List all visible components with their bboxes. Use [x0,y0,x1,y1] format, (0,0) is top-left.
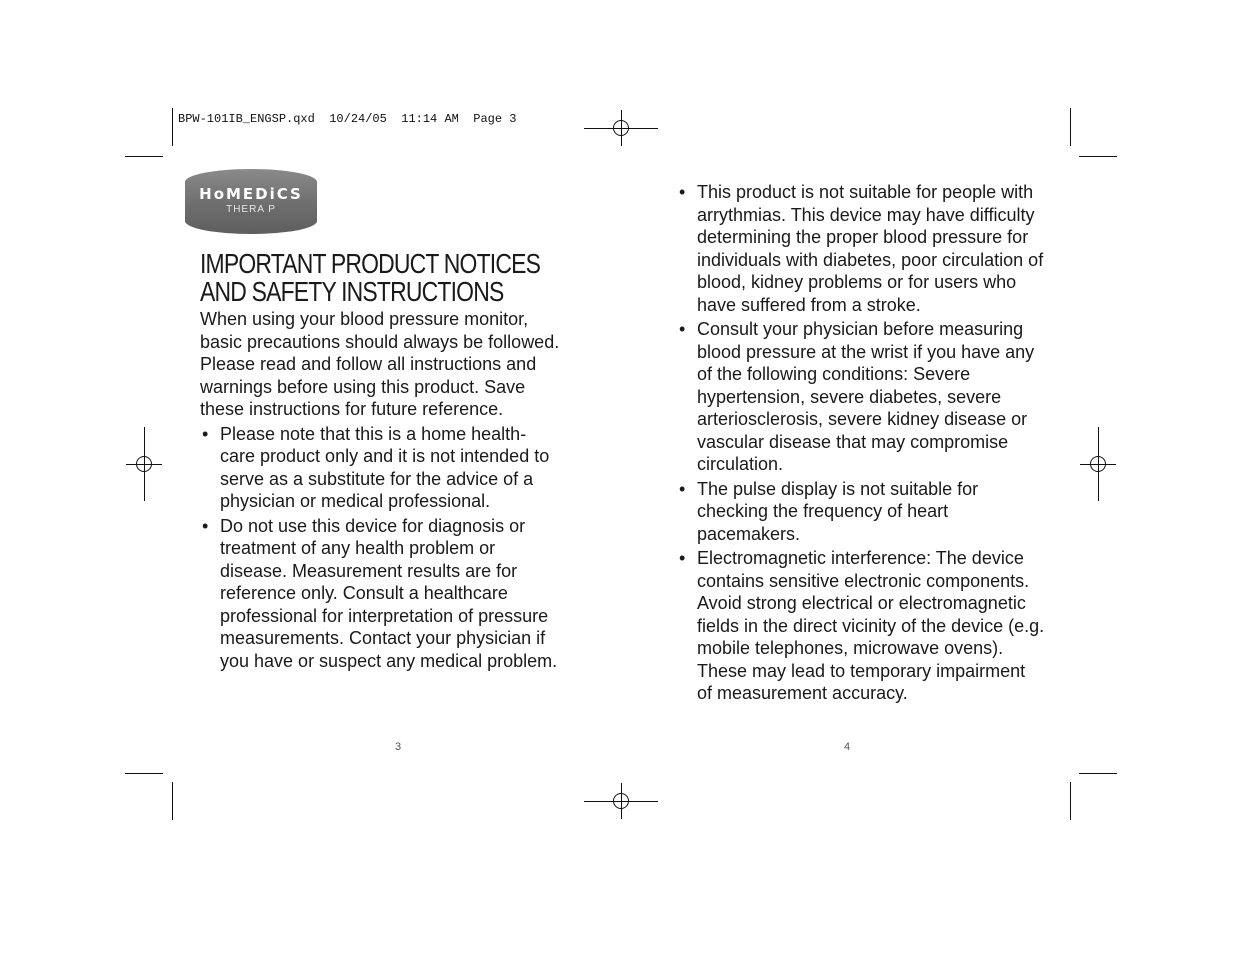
page-title: IMPORTANT PRODUCT NOTICES AND SAFETY INSTRUCTIONS [200,248,541,307]
left-bullet-list [200,423,560,673]
page-number-right: 4 [844,741,851,753]
slug-line: BPW-101IB_ENGSP.qxd 10/24/05 11:14 AM Page 3 [178,112,517,126]
list-item: • The pulse display is not suitable for checking the frequency of heart pacemakers. [677,478,1045,546]
list-item: • Do not use this device for diagnosis or treatment of any health problem or disease. Measurement results are for reference only. Consult a healthcare professional for interpretation of pressure measurements. Contact your physician if you have or suspect any medical problem. [200,515,560,673]
page-number-left: 3 [395,741,402,753]
right-bullet-list [677,181,1045,705]
homedics-logo [185,169,317,234]
intro-paragraph: When using your blood pressure monitor, basic precautions should always be followed. Please read and follow all instructions and warnings before using this product. Save these instructions for future reference. [200,309,560,419]
right-page-column [677,179,1045,705]
logo-subbrand: THERA P [226,204,276,215]
list-item: • Consult your physician before measuring blood pressure at the wrist if you have any of the following conditions: Severe hypertension, severe diabetes, severe arteriosclerosis, severe kidney disease or vascular disease that may compromise circulation. [677,318,1045,476]
list-item: • Electromagnetic interference: The device contains sensitive electronic components. Avoid strong electrical or electromagnetic fields in the direct vicinity of the device (e.g. mobile telephones, microwave ovens). These may lead to temporary impairment of measurement accuracy. [677,547,1045,705]
logo-brand: HoMEDiCS [199,185,303,203]
list-item: • This product is not suitable for people with arrythmias. This device may have difficulty determining the proper blood pressure for individuals with diabetes, poor circulation of blood, kidney problems or for users who have suffered from a stroke. [677,181,1045,316]
list-item: • Please note that this is a home health-care product only and it is not intended to serve as a substitute for the advice of a physician or medical professional. [200,423,560,513]
left-page-column [200,250,560,672]
